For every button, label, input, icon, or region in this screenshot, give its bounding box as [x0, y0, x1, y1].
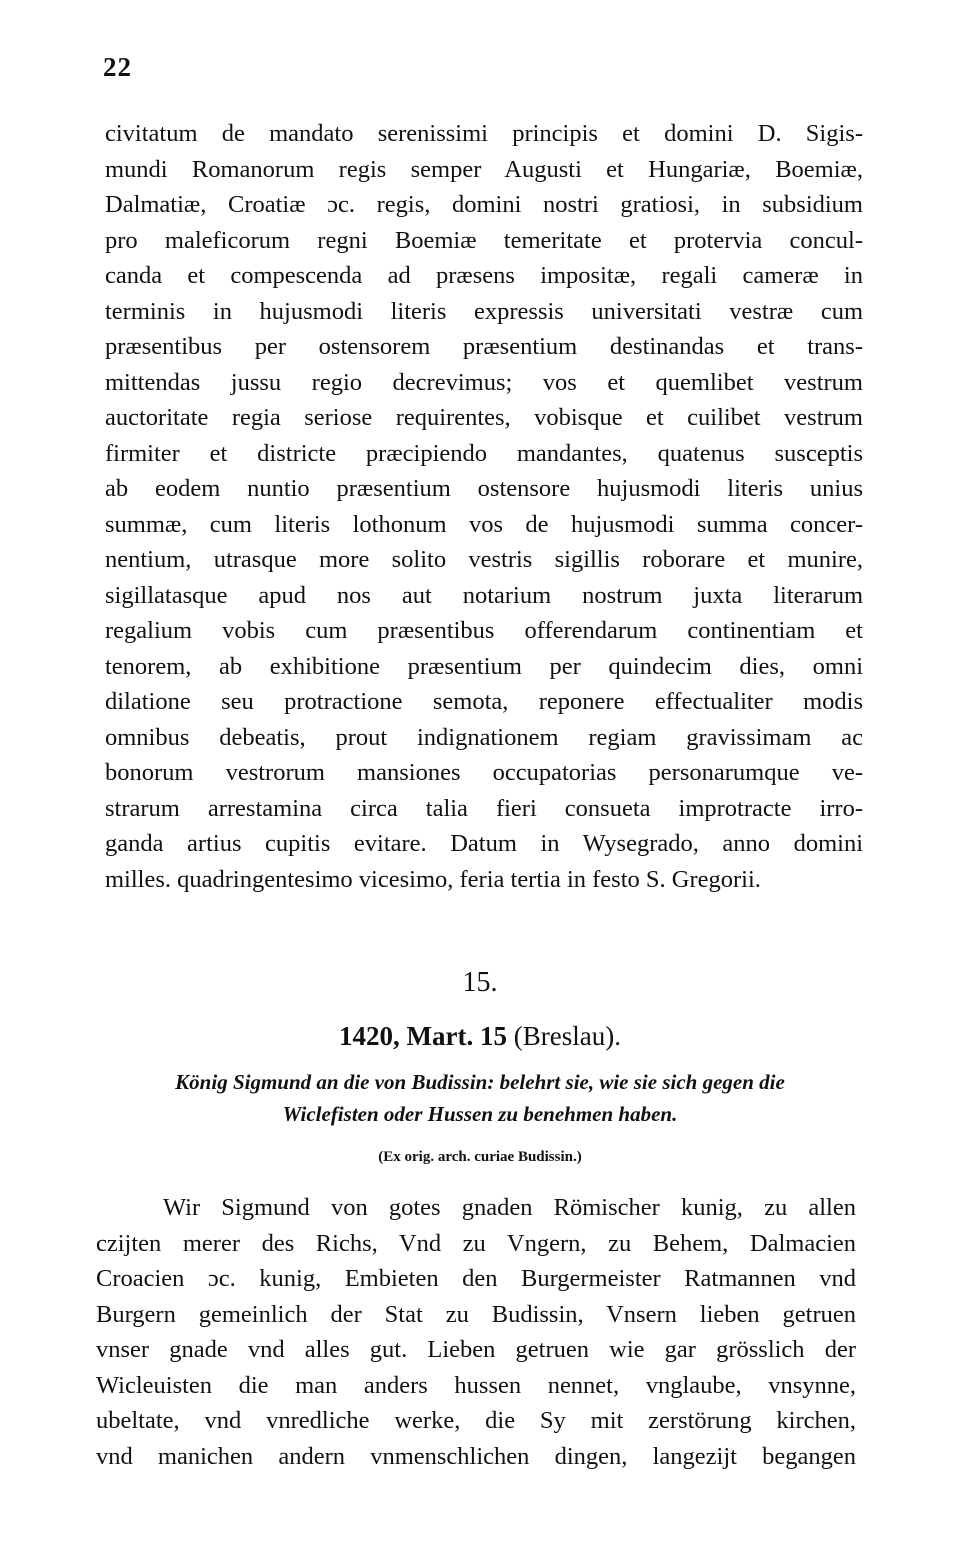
text-line: Croacien ɔc. kunig, Embieten den Burgermeister Ratmannen vnd [96, 1265, 856, 1292]
text-line: vnser gnade vnd alles gut. Lieben getruen wie gar grösslich der [96, 1336, 856, 1363]
text-line: sigillatasque apud nos aut notarium nostrum juxta literarum [105, 581, 863, 609]
summary-line: Wiclefisten oder Hussen zu benehmen haben. [282, 1102, 678, 1126]
text-line: pro maleficorum regni Boemiæ temeritate et protervia concul- [105, 226, 863, 254]
text-line: Wir Sigmund von gotes gnaden Römischer kunig, zu allen [163, 1194, 856, 1221]
summary-line: König Sigmund an die von Budissin: belehrt sie, wie sie sich gegen die [175, 1070, 785, 1094]
text-line: milles. quadringentesimo vicesimo, feria tertia in festo S. Gregorii. [105, 865, 761, 893]
text-line: mittendas jussu regio decrevimus; vos et quemlibet vestrum [105, 368, 863, 396]
text-line: nentium, utrasque more solito vestris sigillis roborare et munire, [105, 546, 863, 573]
text-line: Dalmatiæ, Croatiæ ɔc. regis, domini nostri gratiosi, in subsidium [105, 191, 863, 218]
text-line: tenorem, ab exhibitione præsentium per quindecim dies, omni [105, 652, 863, 680]
text-line: dilatione seu protractione semota, reponere effectualiter modis [105, 688, 863, 715]
document-summary [100, 1066, 860, 1130]
text-line: regalium vobis cum præsentibus offerendarum continentiam et [105, 617, 863, 644]
text-line: ganda artius cupitis evitare. Datum in Wysegrado, anno domini [105, 830, 863, 857]
text-line: terminis in hujusmodi literis expressis universitati vestræ cum [105, 297, 863, 325]
body-text-continued [105, 116, 863, 897]
source-note: (Ex orig. arch. curiae Budissin.) [378, 1149, 582, 1165]
text-line: strarum arrestamina circa talia fieri consueta improtracte irro- [105, 794, 863, 822]
document-number: 15. [462, 967, 498, 998]
text-line: ab eodem nuntio præsentium ostensore hujusmodi literis unius [105, 475, 863, 502]
text-line: summæ, cum literis lothonum vos de hujusmodi summa concer- [105, 510, 863, 538]
text-line: firmiter et districte præcipiendo mandantes, quatenus susceptis [105, 439, 863, 467]
text-line: vnd manichen andern vnmenschlichen dingen, langezijt begangen [96, 1442, 856, 1470]
text-line: mundi Romanorum regis semper Augusti et Hungariæ, Boemiæ, [105, 155, 863, 183]
text-line: czijten merer des Richs, Vnd zu Vngern, zu Behem, Dalmacien [96, 1229, 856, 1257]
document-date: 1420, Mart. 15 [339, 1021, 507, 1051]
text-line: ubeltate, vnd vnredliche werke, die Sy mit zerstörung kirchen, [96, 1407, 856, 1434]
document-date-line [0, 1018, 960, 1054]
text-line: omnibus debeatis, prout indignationem regiam gravissimam ac [105, 723, 863, 751]
text-line: bonorum vestrorum mansiones occupatorias personarumque ve- [105, 759, 863, 786]
text-line: canda et compescenda ad præsens impositæ, regali cameræ in [105, 262, 863, 289]
text-line: civitatum de mandato serenissimi principis et domini D. Sigis- [105, 120, 863, 147]
document-text [96, 1190, 856, 1474]
document-place: (Breslau). [513, 1021, 621, 1051]
page-number: 22 [103, 52, 132, 82]
text-line: auctoritate regia seriose requirentes, vobisque et cuilibet vestrum [105, 404, 863, 431]
text-line: præsentibus per ostensorem præsentium destinandas et trans- [105, 333, 863, 360]
text-line: Wicleuisten die man anders hussen nennet, vnglaube, vnsynne, [96, 1371, 856, 1399]
text-line: Burgern gemeinlich der Stat zu Budissin, Vnsern lieben getruen [96, 1300, 856, 1328]
